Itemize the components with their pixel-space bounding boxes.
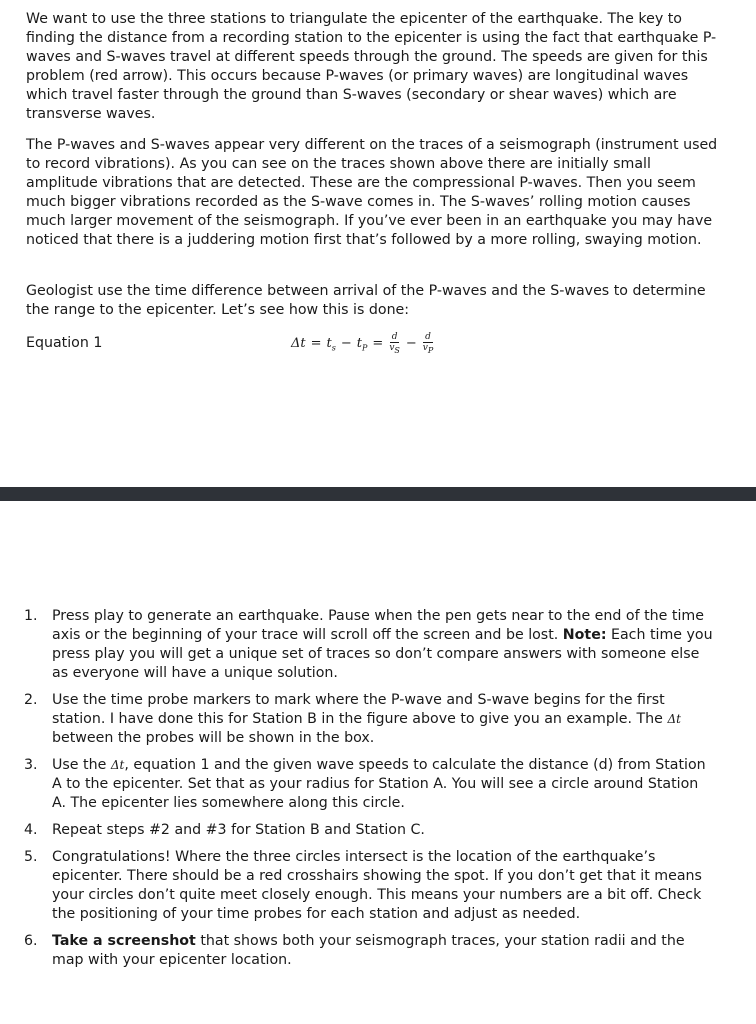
minus-sign-2: − xyxy=(405,336,417,352)
step-item: 2. Use the time probe markers to mark where the P-wave and S-wave begins for the first station. I have done this for Station B in the figure above to give you an example. The Δt between the probes will be shown in the box. xyxy=(24,692,681,746)
step-item: 3. Use the Δt, equation 1 and the given wave speeds to calculate the distance (d) from Station A to the epicenter. Set that as your radius for Station A. You will see a circle around Station A. The epicenter lies somewhere along this circle. xyxy=(24,757,706,811)
waves-paragraph: The P-waves and S-waves appear very different on the traces of a seismograph (instrument used to record vibrations). As you can see on the traces shown above there are initially small amplitude vibrations that are detected. These are the compressional P-waves. Then you seem much bigger vibrations recorded as the S-wave comes in. The S-waves’ rolling motion causes much larger movement of the seismograph. If you’ve ever been in an earthquake you may have noticed that there is a juddering motion first that’s followed by a more rolling, swaying motion. xyxy=(26,137,718,248)
step-item: 6. Take a screenshot that shows both your seismograph traces, your station radii and the map with your epicenter location. xyxy=(24,933,685,968)
d-over-vs-fraction: $\frac{d}{v_S}$ xyxy=(389,332,400,355)
method-paragraph: Geologist use the time difference between arrival of the P-waves and the S-waves to determine the range to the epicenter. Let’s see how this is done: xyxy=(26,283,706,318)
equals-sign: = xyxy=(310,336,322,352)
minus-sign: − xyxy=(340,336,352,352)
equation-1 xyxy=(291,332,434,356)
step-item: 5. Congratulations! Where the three circles intersect is the location of the earthquake’s epicenter. There should be a red crosshairs showing the spot. If you don’t get that it means your circles don’t quite meet closely enough. This means your numbers are a bit off. Check the positioning of your time probes for each station and adjust as needed. xyxy=(24,849,702,922)
intro-paragraph: We want to use the three stations to triangulate the epicenter of the earthquake. The key to finding the distance from a recording station to the epicenter is using the fact that earthquake P-waves and S-waves travel at different speeds through the ground. The speeds are given for this problem (red arrow). This occurs because P-waves (or primary waves) are longitudinal waves which travel faster through the ground than S-waves (secondary or shear waves) which are transverse waves. xyxy=(26,11,717,122)
step-item: 4. Repeat steps #2 and #3 for Station B and Station C. xyxy=(24,822,425,838)
t-s-term: $t_s$ xyxy=(326,335,336,353)
step-item: 1. Press play to generate an earthquake. Pause when the pen gets near to the end of the time axis or the beginning of your trace will scroll off the screen and be lost. Note: Each time you press play you will get a unique set of traces so don’t compare answers with someone else as everyone will have a unique solution. xyxy=(24,608,713,681)
instruction-steps-list xyxy=(24,607,714,978)
t-p-term: $t_P$ xyxy=(356,335,368,353)
d-over-vp-fraction: $\frac{d}{v_P}$ xyxy=(422,332,434,355)
equation-label: Equation 1 xyxy=(26,335,103,351)
section-divider-bar xyxy=(0,487,756,501)
equals-sign-2: = xyxy=(372,336,384,352)
delta-t-symbol: Δt xyxy=(291,336,306,352)
